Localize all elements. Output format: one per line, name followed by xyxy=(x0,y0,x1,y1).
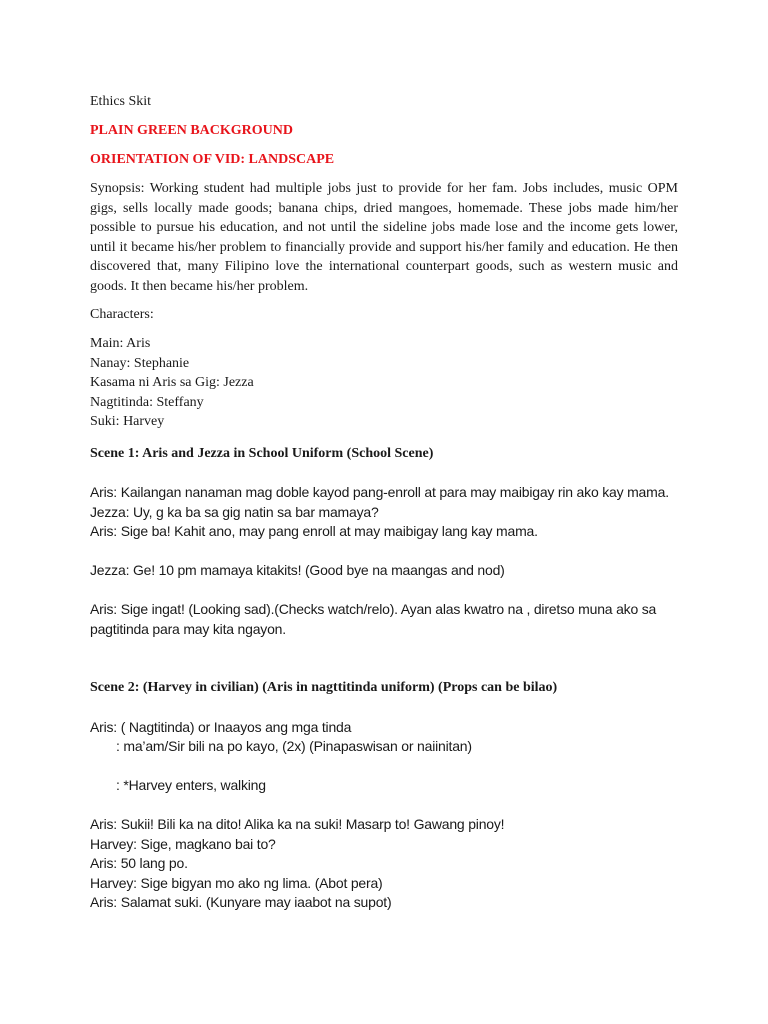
character-item: Suki: Harvey xyxy=(90,414,165,429)
script-line: Jezza: Uy, g ka ba sa gig natin sa bar mamaya? xyxy=(90,503,379,520)
script-line: Aris: Sige ba! Kahit ano, may pang enroll at may maibigay lang kay mama. xyxy=(90,523,538,539)
scene-1-heading: Scene 1: Aris and Jezza in School Uniform (School Scene) xyxy=(90,445,434,461)
character-item: Nanay: Stephanie xyxy=(90,355,190,371)
script-line: Aris: ( Nagtitinda) or Inaayos ang mga tinda xyxy=(90,718,352,735)
script-line: pagtitinda para may kita ngayon. xyxy=(90,620,286,637)
synopsis-paragraph: Synopsis: Working student had multiple jobs just to provide for her fam. Jobs includes, music OPM gigs, sells locally made goods; banana chips, dried mangoes, homemade. These jobs made him/her possible to pursue his education, and not until the sideline jobs made lose and the income gets lower, until it became his/her problem to financially provide and support his/her family and education. He then discovered that, many Filipino love the international counterpart goods, such as western music and goods. It then became his/her problem. xyxy=(90,181,678,294)
script-line: Jezza: Ge! 10 pm mamaya kitakits! (Good bye na maangas and nod) xyxy=(90,562,505,578)
script-line: Aris: 50 lang po. xyxy=(90,855,188,871)
script-line: Aris: Sukii! Bili ka na dito! Alika ka na suki! Masarp to! Gawang pinoy! xyxy=(90,816,505,832)
orientation-instruction-heading: ORIENTATION OF VID: LANDSCAPE xyxy=(90,152,335,167)
document-title: Ethics Skit xyxy=(90,94,152,109)
script-line: : *Harvey enters, walking xyxy=(116,777,266,793)
scene-2-heading: Scene 2: (Harvey in civilian) (Aris in nagttitinda uniform) (Props can be bilao) xyxy=(90,680,558,695)
script-line: Aris: Sige ingat! (Looking sad).(Checks watch/relo). Ayan alas kwatro na , diretso muna ako sa xyxy=(90,601,657,617)
script-line: Aris: Salamat suki. (Kunyare may iaabot na supot) xyxy=(90,894,392,910)
background-instruction-heading: PLAIN GREEN BACKGROUND xyxy=(90,123,294,138)
characters-list xyxy=(90,334,678,432)
document-page xyxy=(90,92,678,913)
script-line: Aris: Kailangan nanaman mag doble kayod pang-enroll at para may maibigay rin ako kay mama. xyxy=(90,484,669,500)
script-line: Harvey: Sige bigyan mo ako ng lima. (Abot pera) xyxy=(90,874,383,891)
character-item: Main: Aris xyxy=(90,336,151,351)
script-line: Harvey: Sige, magkano bai to? xyxy=(90,835,276,852)
character-item: Nagtitinda: Steffany xyxy=(90,394,204,410)
script-line: : ma’am/Sir bili na po kayo, (2x) (Pinapaswisan or naiinitan) xyxy=(116,738,472,754)
characters-heading: Characters: xyxy=(90,307,154,322)
character-item: Kasama ni Aris sa Gig: Jezza xyxy=(90,375,254,390)
